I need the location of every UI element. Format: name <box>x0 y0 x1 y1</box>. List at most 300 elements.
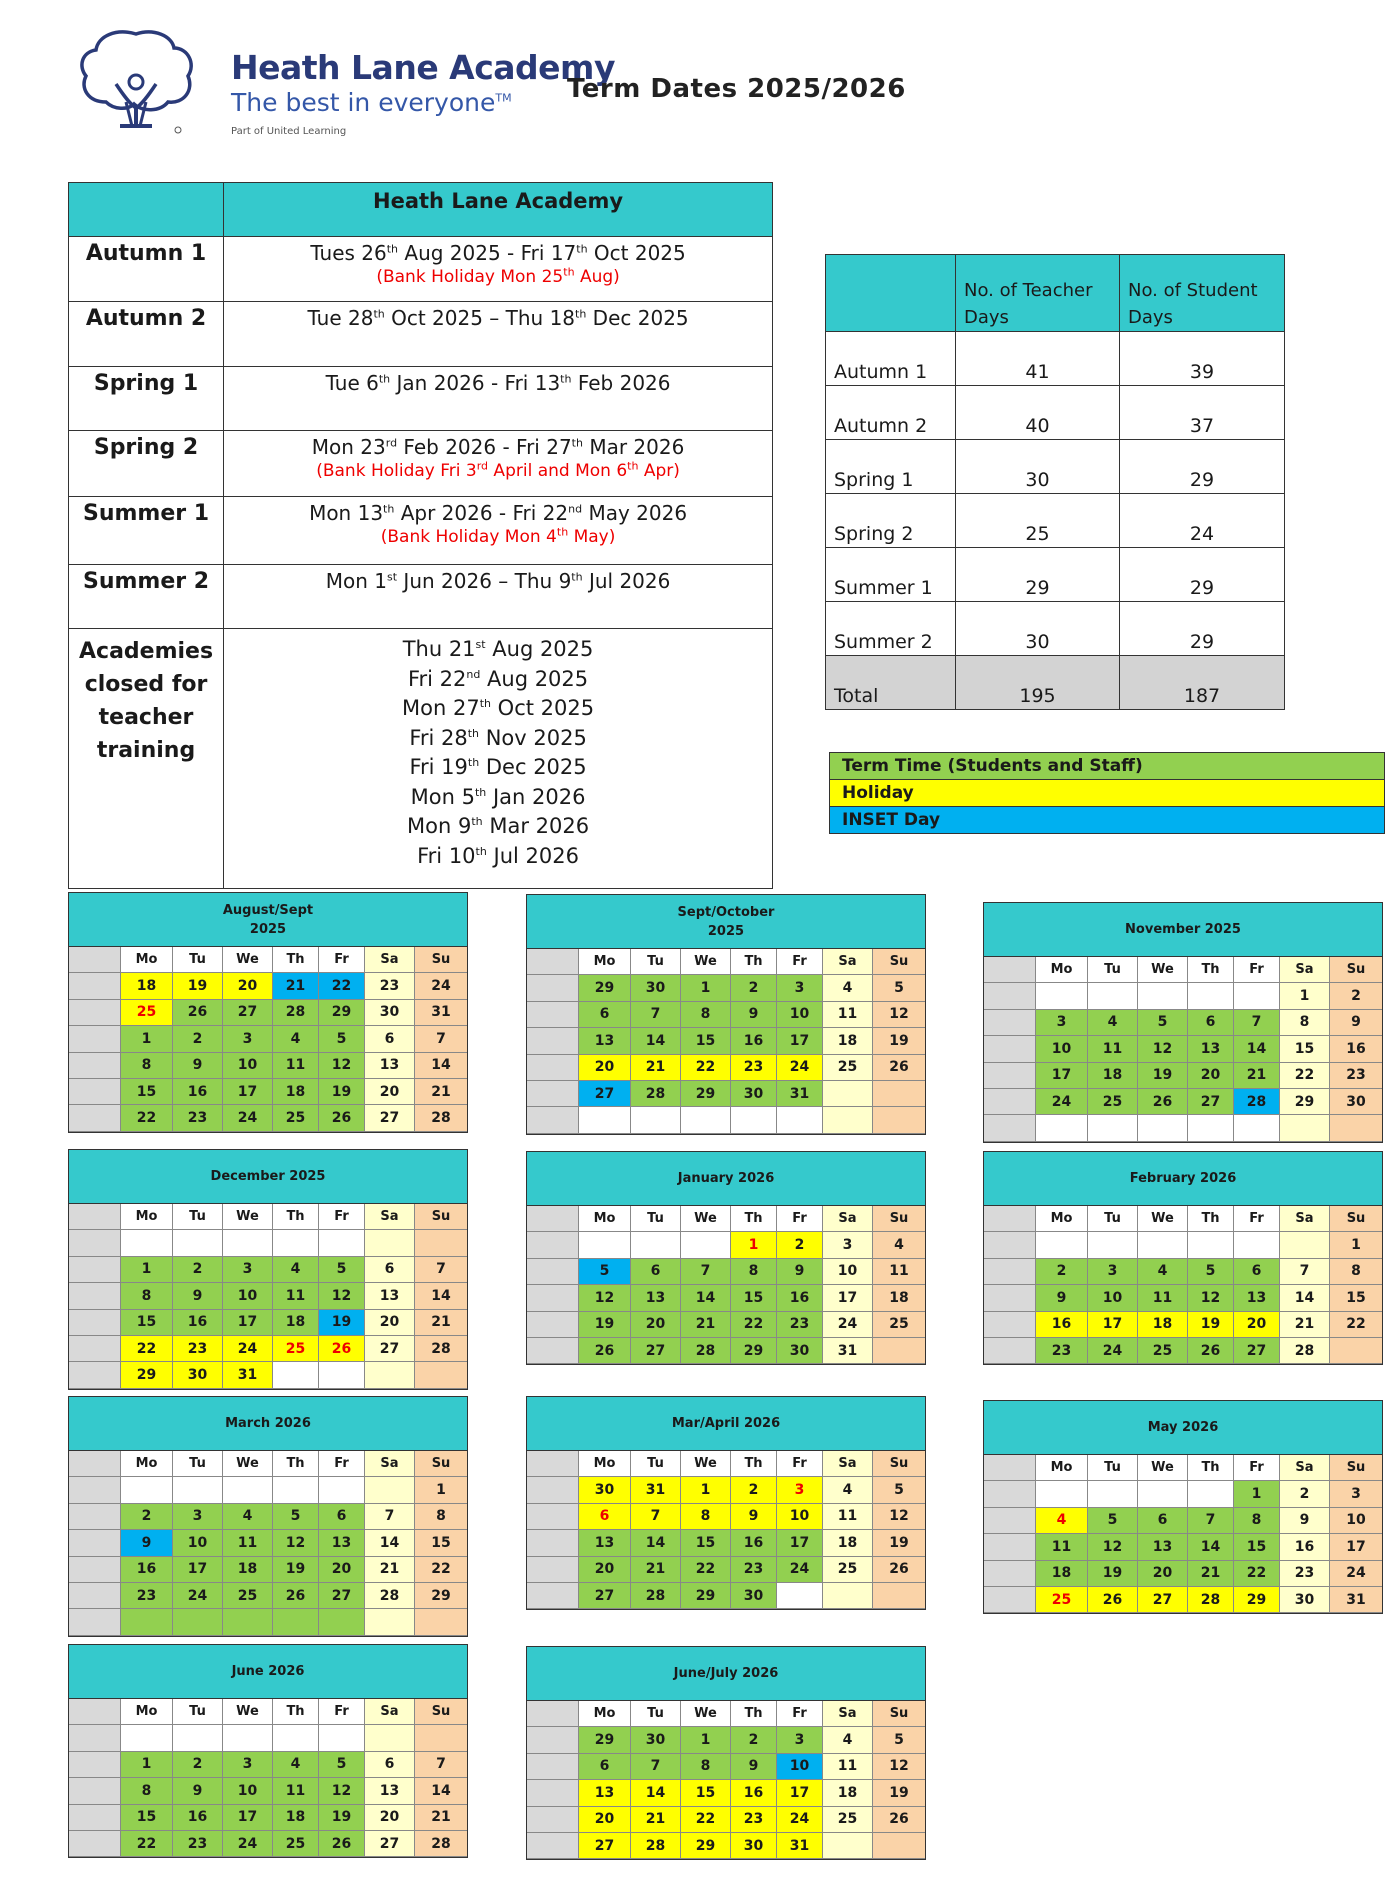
day-cell: 29 <box>579 1727 631 1753</box>
day-cell: 10 <box>777 1504 823 1530</box>
row-margin <box>984 1010 1036 1036</box>
weekday-header: Tu <box>631 949 681 975</box>
day-cell: 7 <box>681 1259 731 1285</box>
days-row <box>826 440 1285 494</box>
day-cell: 30 <box>731 1081 777 1107</box>
weekday-header: We <box>1138 1455 1188 1481</box>
day-cell <box>121 1230 173 1256</box>
month-title: November 2025 <box>984 903 1382 957</box>
training-date: Fri 10th Jul 2026 <box>417 843 579 868</box>
day-cell: 27 <box>579 1081 631 1107</box>
day-cell: 11 <box>823 1002 873 1028</box>
day-cell: 6 <box>1234 1259 1280 1285</box>
day-cell: 1 <box>121 1026 173 1052</box>
term-label: Autumn 1 <box>69 237 224 302</box>
day-cell: 23 <box>731 1055 777 1081</box>
day-cell: 2 <box>173 1752 223 1778</box>
day-cell: 22 <box>121 1105 173 1131</box>
month-title: March 2026 <box>69 1397 467 1451</box>
day-cell: 20 <box>365 1805 415 1831</box>
day-cell: 24 <box>223 1105 273 1131</box>
day-cell <box>319 1477 365 1503</box>
month-title: February 2026 <box>984 1152 1382 1206</box>
day-cell: 22 <box>1330 1312 1382 1338</box>
day-cell: 2 <box>731 1727 777 1753</box>
day-cell: 26 <box>173 1000 223 1026</box>
day-cell <box>121 1609 173 1635</box>
day-cell <box>1188 1115 1234 1141</box>
row-margin <box>69 1000 121 1026</box>
days-row <box>826 332 1285 386</box>
student-days: 29 <box>1120 440 1285 494</box>
day-cell: 13 <box>579 1780 631 1806</box>
day-cell: 20 <box>579 1557 631 1583</box>
day-cell: 20 <box>365 1310 415 1336</box>
day-cell: 27 <box>365 1105 415 1131</box>
day-cell: 2 <box>1330 983 1382 1009</box>
day-cell <box>873 1833 925 1859</box>
day-cell: 25 <box>1036 1587 1088 1613</box>
day-cell: 6 <box>1138 1508 1188 1534</box>
day-cell: 30 <box>173 1362 223 1388</box>
day-cell: 10 <box>223 1053 273 1079</box>
term-row <box>69 497 773 565</box>
day-cell <box>631 1107 681 1133</box>
day-cell <box>319 1609 365 1635</box>
days-term-label: Autumn 2 <box>826 386 956 440</box>
day-cell: 6 <box>365 1257 415 1283</box>
row-margin <box>69 1831 121 1857</box>
day-cell: 29 <box>121 1362 173 1388</box>
day-cell: 9 <box>173 1053 223 1079</box>
term-row <box>69 565 773 629</box>
day-cell: 14 <box>415 1778 467 1804</box>
day-cell: 16 <box>1280 1534 1330 1560</box>
day-cell: 10 <box>1036 1036 1088 1062</box>
day-cell <box>873 1107 925 1133</box>
term-label: Autumn 2 <box>69 302 224 367</box>
weekday-header: Su <box>415 947 467 973</box>
day-cell: 6 <box>631 1259 681 1285</box>
day-cell: 26 <box>319 1105 365 1131</box>
day-cell: 16 <box>173 1310 223 1336</box>
day-cell: 25 <box>273 1105 319 1131</box>
day-cell: 17 <box>1036 1063 1088 1089</box>
day-cell: 1 <box>121 1257 173 1283</box>
day-cell: 1 <box>1280 983 1330 1009</box>
day-cell: 13 <box>631 1285 681 1311</box>
day-cell: 3 <box>777 1477 823 1503</box>
term-label: Spring 1 <box>69 367 224 431</box>
term-dates: Mon 1st Jun 2026 – Thu 9th Jul 2026 <box>224 565 773 629</box>
term-dates: Mon 23rd Feb 2026 - Fri 27th Mar 2026 (Bank Holiday Fri 3rd April and Mon 6th Apr) <box>224 431 773 497</box>
month-title: June 2026 <box>69 1645 467 1699</box>
day-cell: 5 <box>319 1026 365 1052</box>
day-cell: 20 <box>365 1079 415 1105</box>
day-cell: 5 <box>1088 1508 1138 1534</box>
day-cell: 28 <box>415 1831 467 1857</box>
weekday-header: Su <box>1330 957 1382 983</box>
day-cell: 3 <box>223 1752 273 1778</box>
day-cell: 9 <box>1036 1285 1088 1311</box>
row-margin <box>527 1557 579 1583</box>
day-cell: 30 <box>777 1338 823 1364</box>
day-cell: 25 <box>121 1000 173 1026</box>
day-cell: 20 <box>1234 1312 1280 1338</box>
term-dates-table <box>68 182 773 889</box>
row-margin <box>984 1089 1036 1115</box>
day-cell: 1 <box>1234 1481 1280 1507</box>
day-cell: 8 <box>1234 1508 1280 1534</box>
day-cell: 24 <box>415 973 467 999</box>
weekday-header: Tu <box>1088 1455 1138 1481</box>
day-cell: 9 <box>731 1754 777 1780</box>
month-calendar <box>68 1396 468 1637</box>
day-cell: 12 <box>273 1530 319 1556</box>
day-cell <box>319 1362 365 1388</box>
day-cell: 4 <box>823 1477 873 1503</box>
day-cell <box>823 1107 873 1133</box>
day-cell: 17 <box>1330 1534 1382 1560</box>
weekday-header: We <box>1138 1206 1188 1232</box>
row-margin <box>984 1481 1036 1507</box>
day-cell: 13 <box>319 1530 365 1556</box>
day-cell: 22 <box>681 1557 731 1583</box>
day-cell: 14 <box>631 1530 681 1556</box>
weekday-header: Fr <box>319 947 365 973</box>
day-cell: 8 <box>121 1283 173 1309</box>
day-cell: 1 <box>731 1232 777 1258</box>
day-cell: 15 <box>681 1530 731 1556</box>
day-cell <box>223 1230 273 1256</box>
day-cell: 3 <box>777 1727 823 1753</box>
day-cell: 14 <box>415 1053 467 1079</box>
day-cell: 4 <box>873 1232 925 1258</box>
day-cell <box>1188 1481 1234 1507</box>
day-cell: 15 <box>121 1079 173 1105</box>
row-margin <box>984 1587 1036 1613</box>
weekday-header: Mo <box>121 1451 173 1477</box>
day-cell: 16 <box>173 1805 223 1831</box>
day-cell: 10 <box>223 1778 273 1804</box>
day-cell: 27 <box>1234 1338 1280 1364</box>
legend <box>829 752 1385 834</box>
teacher-days: 25 <box>956 494 1120 548</box>
day-cell: 26 <box>1088 1587 1138 1613</box>
days-row <box>826 386 1285 440</box>
day-cell: 22 <box>681 1807 731 1833</box>
term-dates: Tues 26th Aug 2025 - Fri 17th Oct 2025 (Bank Holiday Mon 25th Aug) <box>224 237 773 302</box>
weekday-header: Mo <box>1036 1206 1088 1232</box>
day-cell: 21 <box>1234 1063 1280 1089</box>
day-cell: 24 <box>823 1312 873 1338</box>
weekday-header: Th <box>731 1206 777 1232</box>
day-cell: 26 <box>319 1831 365 1857</box>
day-cell: 22 <box>121 1831 173 1857</box>
day-cell: 21 <box>631 1557 681 1583</box>
day-cell <box>1088 1115 1138 1141</box>
row-margin <box>69 1053 121 1079</box>
day-cell: 8 <box>681 1504 731 1530</box>
weekday-header: We <box>223 1451 273 1477</box>
day-cell: 14 <box>681 1285 731 1311</box>
row-margin <box>69 1699 121 1725</box>
row-margin <box>69 1583 121 1609</box>
training-date: Thu 21st Aug 2025 <box>402 637 594 661</box>
day-cell: 12 <box>319 1778 365 1804</box>
day-cell: 3 <box>223 1026 273 1052</box>
row-margin <box>69 1105 121 1131</box>
day-cell <box>1330 1338 1382 1364</box>
day-cell: 29 <box>1280 1089 1330 1115</box>
weekday-header: Th <box>1188 1206 1234 1232</box>
day-cell: 17 <box>777 1028 823 1054</box>
day-cell: 13 <box>365 1778 415 1804</box>
day-cell: 19 <box>1188 1312 1234 1338</box>
row-margin <box>69 1079 121 1105</box>
row-margin <box>527 1107 579 1133</box>
row-margin <box>69 1752 121 1778</box>
weekday-header: Sa <box>823 949 873 975</box>
row-margin <box>527 1285 579 1311</box>
legend-term-time: Term Time (Students and Staff) <box>830 753 1384 780</box>
day-cell: 11 <box>273 1053 319 1079</box>
weekday-header: Su <box>873 1206 925 1232</box>
day-cell: 3 <box>1330 1481 1382 1507</box>
day-cell: 10 <box>223 1283 273 1309</box>
legend-holiday: Holiday <box>830 780 1384 807</box>
day-cell: 28 <box>273 1000 319 1026</box>
day-cell: 12 <box>319 1283 365 1309</box>
day-cell: 4 <box>223 1504 273 1530</box>
row-margin <box>527 1807 579 1833</box>
day-cell: 5 <box>873 1477 925 1503</box>
day-cell: 21 <box>1280 1312 1330 1338</box>
weekday-header: Su <box>873 1451 925 1477</box>
day-cell: 2 <box>121 1504 173 1530</box>
day-cell: 23 <box>1330 1063 1382 1089</box>
weekday-header: We <box>681 1701 731 1727</box>
row-margin <box>527 1312 579 1338</box>
day-cell: 9 <box>121 1530 173 1556</box>
day-cell: 27 <box>319 1583 365 1609</box>
row-margin <box>69 1477 121 1503</box>
day-cell <box>1138 1481 1188 1507</box>
row-margin <box>527 1028 579 1054</box>
day-cell: 18 <box>273 1805 319 1831</box>
day-cell: 22 <box>319 973 365 999</box>
day-cell: 9 <box>777 1259 823 1285</box>
day-cell: 9 <box>1280 1508 1330 1534</box>
weekday-header: We <box>223 1699 273 1725</box>
training-date: Fri 22nd Aug 2025 <box>407 666 589 691</box>
day-cell: 3 <box>223 1257 273 1283</box>
row-margin <box>527 1727 579 1753</box>
day-cell: 11 <box>273 1283 319 1309</box>
weekday-header: Sa <box>365 1451 415 1477</box>
day-cell: 11 <box>223 1530 273 1556</box>
day-cell: 27 <box>631 1338 681 1364</box>
day-cell: 4 <box>273 1752 319 1778</box>
day-cell <box>173 1725 223 1751</box>
day-cell: 20 <box>631 1312 681 1338</box>
weekday-header: Th <box>1188 957 1234 983</box>
day-cell: 18 <box>1088 1063 1138 1089</box>
weekday-header: Sa <box>1280 1455 1330 1481</box>
day-cell: 26 <box>873 1557 925 1583</box>
row-margin <box>984 1206 1036 1232</box>
weekday-header: Mo <box>1036 957 1088 983</box>
weekday-header: We <box>681 1451 731 1477</box>
day-cell: 22 <box>415 1557 467 1583</box>
day-cell: 31 <box>823 1338 873 1364</box>
weekday-header: Mo <box>121 1204 173 1230</box>
row-margin <box>527 1002 579 1028</box>
day-cell: 3 <box>1036 1010 1088 1036</box>
month-title: Mar/April 2026 <box>527 1397 925 1451</box>
training-date: Mon 27th Oct 2025 <box>402 696 595 720</box>
month-calendar <box>983 902 1383 1143</box>
row-margin <box>527 1530 579 1556</box>
day-cell <box>173 1230 223 1256</box>
day-cell <box>1138 1115 1188 1141</box>
month-calendar <box>983 1151 1383 1365</box>
weekday-header: Fr <box>777 1451 823 1477</box>
day-cell <box>273 1477 319 1503</box>
month-calendar <box>526 1646 926 1860</box>
weekday-header: Fr <box>777 1701 823 1727</box>
day-cell: 3 <box>1088 1259 1138 1285</box>
row-margin <box>69 1257 121 1283</box>
row-margin <box>69 1805 121 1831</box>
day-cell: 9 <box>1330 1010 1382 1036</box>
day-cell: 23 <box>173 1336 223 1362</box>
teacher-days: 41 <box>956 332 1120 386</box>
day-cell: 6 <box>1188 1010 1234 1036</box>
days-term-label: Total <box>826 656 956 710</box>
day-cell: 7 <box>1234 1010 1280 1036</box>
day-cell: 7 <box>631 1504 681 1530</box>
day-cell <box>873 1338 925 1364</box>
day-cell: 7 <box>415 1257 467 1283</box>
day-cell: 26 <box>873 1055 925 1081</box>
day-cell: 28 <box>415 1105 467 1131</box>
day-cell: 2 <box>731 975 777 1001</box>
day-cell: 28 <box>1234 1089 1280 1115</box>
day-cell: 13 <box>579 1530 631 1556</box>
day-cell: 19 <box>873 1530 925 1556</box>
day-cell: 3 <box>173 1504 223 1530</box>
weekday-header: Sa <box>1280 957 1330 983</box>
day-cell <box>365 1725 415 1751</box>
day-cell <box>579 1107 631 1133</box>
term-table-header: Heath Lane Academy <box>224 183 773 237</box>
weekday-header: Th <box>273 1451 319 1477</box>
weekday-header: Fr <box>319 1451 365 1477</box>
day-cell <box>273 1725 319 1751</box>
weekday-header: Th <box>731 949 777 975</box>
day-cell: 19 <box>319 1310 365 1336</box>
day-cell: 23 <box>121 1583 173 1609</box>
day-cell: 15 <box>681 1028 731 1054</box>
day-cell <box>1036 983 1088 1009</box>
day-cell <box>1280 1232 1330 1258</box>
day-cell <box>415 1725 467 1751</box>
day-cell: 23 <box>1036 1338 1088 1364</box>
day-cell: 4 <box>1088 1010 1138 1036</box>
day-cell: 27 <box>1188 1089 1234 1115</box>
day-cell: 30 <box>731 1583 777 1609</box>
weekday-header: Tu <box>631 1451 681 1477</box>
day-cell <box>1188 1232 1234 1258</box>
day-cell <box>365 1477 415 1503</box>
day-cell: 29 <box>1234 1587 1280 1613</box>
day-cell: 28 <box>631 1833 681 1859</box>
day-cell: 10 <box>1088 1285 1138 1311</box>
day-cell: 22 <box>731 1312 777 1338</box>
day-cell: 20 <box>319 1557 365 1583</box>
day-cell: 25 <box>273 1336 319 1362</box>
day-cell: 6 <box>365 1752 415 1778</box>
row-margin <box>984 1036 1036 1062</box>
day-cell: 18 <box>823 1028 873 1054</box>
day-cell: 5 <box>1188 1259 1234 1285</box>
day-cell: 25 <box>1088 1089 1138 1115</box>
day-cell <box>365 1609 415 1635</box>
day-cell <box>121 1477 173 1503</box>
day-cell: 27 <box>579 1583 631 1609</box>
day-cell: 18 <box>873 1285 925 1311</box>
day-cell: 8 <box>121 1778 173 1804</box>
day-cell: 12 <box>1138 1036 1188 1062</box>
day-cell: 9 <box>731 1504 777 1530</box>
row-margin <box>69 1362 121 1388</box>
weekday-header: Fr <box>1234 1455 1280 1481</box>
day-cell: 28 <box>365 1583 415 1609</box>
day-cell: 24 <box>1088 1338 1138 1364</box>
day-cell: 28 <box>1188 1587 1234 1613</box>
day-cell: 8 <box>121 1053 173 1079</box>
day-cell <box>223 1609 273 1635</box>
row-margin <box>984 983 1036 1009</box>
row-margin <box>527 975 579 1001</box>
month-calendar <box>68 1149 468 1390</box>
day-cell: 30 <box>631 1727 681 1753</box>
day-cell <box>1036 1481 1088 1507</box>
weekday-header: Sa <box>365 1699 415 1725</box>
day-cell: 11 <box>873 1259 925 1285</box>
days-total-row <box>826 656 1285 710</box>
term-table-corner <box>69 183 224 237</box>
weekday-header: Tu <box>173 1699 223 1725</box>
weekday-header: Tu <box>173 1204 223 1230</box>
month-title: August/Sept 2025 <box>69 893 467 947</box>
day-cell <box>1188 983 1234 1009</box>
weekday-header: Mo <box>1036 1455 1088 1481</box>
row-margin <box>984 1063 1036 1089</box>
day-cell: 18 <box>1138 1312 1188 1338</box>
day-cell: 7 <box>631 1754 681 1780</box>
day-cell <box>731 1107 777 1133</box>
row-margin <box>984 1312 1036 1338</box>
day-cell: 27 <box>223 1000 273 1026</box>
day-cell: 21 <box>631 1807 681 1833</box>
day-cell <box>681 1232 731 1258</box>
day-cell: 22 <box>1280 1063 1330 1089</box>
page-title: Term Dates 2025/2026 <box>567 74 906 104</box>
row-margin <box>527 1701 579 1727</box>
month-title: Sept/October 2025 <box>527 895 925 949</box>
